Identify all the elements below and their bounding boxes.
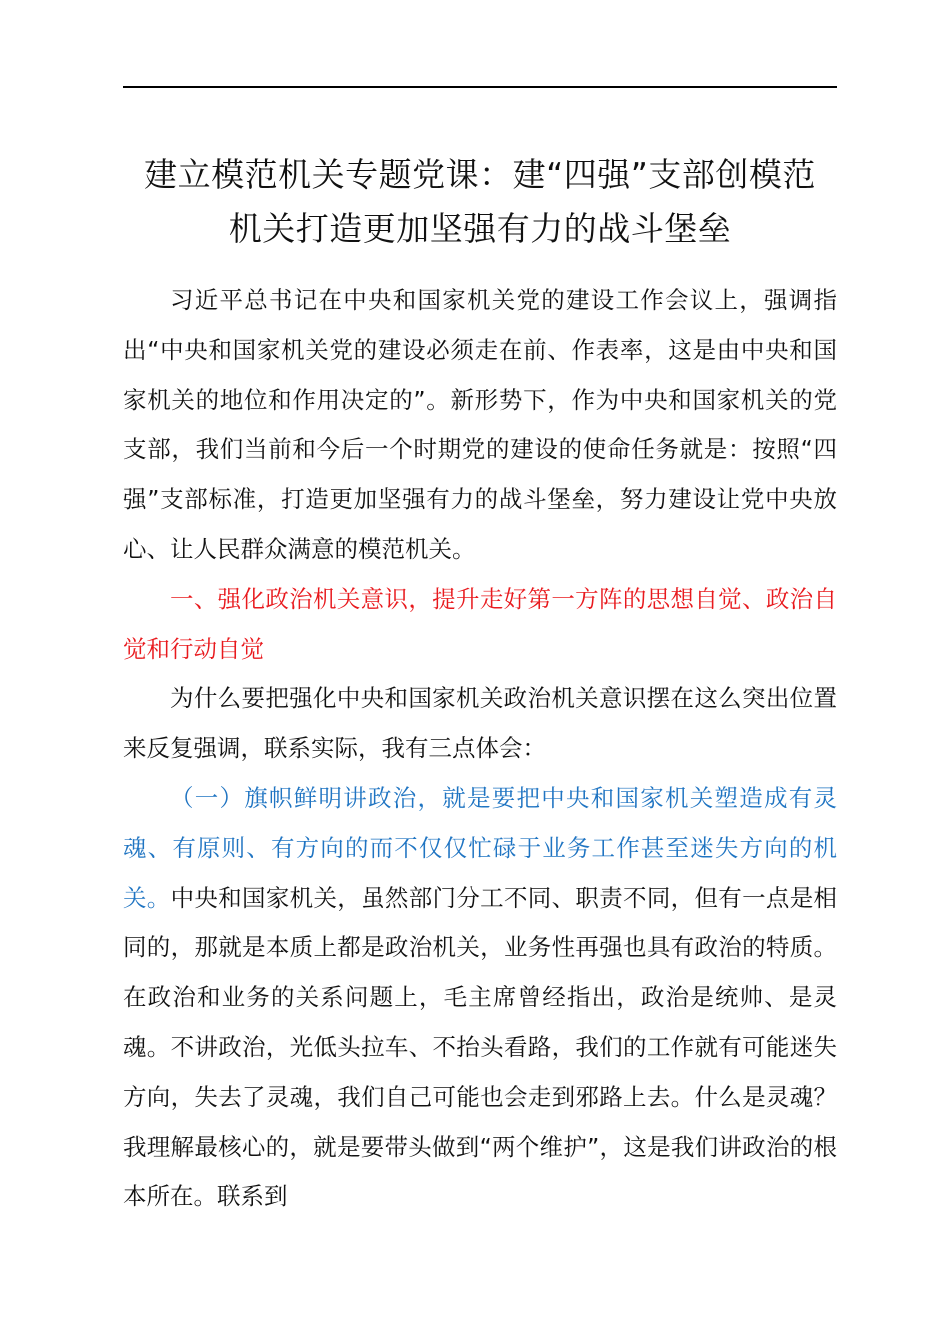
document-body [123,276,837,1222]
document-title [110,148,850,256]
intro-paragraph: 习近平总书记在中央和国家机关党的建设工作会议上，强调指出“中央和国家机关党的建设必须走在前、作表率，这是由中央和国家机关的地位和作用决定的”。新形势下，作为中央和国家机关的党支部，我们当前和今后一个时期党的建设的使命任务就是：按照“四强”支部标准，打造更加坚强有力的战斗堡垒，努力建设让党中央放心、让人民群众满意的模范机关。 [123,286,837,563]
point-1-paragraph [123,774,837,1222]
section-heading-1: 一、强化政治机关意识，提升走好第一方阵的思想自觉、政治自觉和行动自觉 [123,584,837,663]
header-rule [123,86,837,88]
point-1-body: 中央和国家机关，虽然部门分工不同、职责不同，但有一点是相同的，那就是本质上都是政治机关，业务性再强也具有政治的特质。在政治和业务的关系问题上，毛主席曾经指出，政治是统帅、是灵魂。不讲政治，光低头拉车、不抬头看路，我们的工作就有可能迷失方向，失去了灵魂，我们自己可能也会走到邪路上去。什么是灵魂？我理解最核心的，就是要带头做到“两个维护”，这是我们讲政治的根本所在。联系到 [123,883,838,1211]
point-1-lead: （一）旗帜鲜明讲政治，就是要把中央和国家机关塑造成有灵魂、有原则、有方向的而不仅仅忙碌于业务工作甚至迷失方向的机关。 [123,783,837,912]
title-line-2: 机关打造更加坚强有力的战斗堡垒 [228,209,732,248]
question-paragraph: 为什么要把强化中央和国家机关政治机关意识摆在这么突出位置来反复强调，联系实际，我有三点体会： [123,684,837,763]
title-line-1: 建立模范机关专题党课：建“四强”支部创模范 [144,155,816,194]
